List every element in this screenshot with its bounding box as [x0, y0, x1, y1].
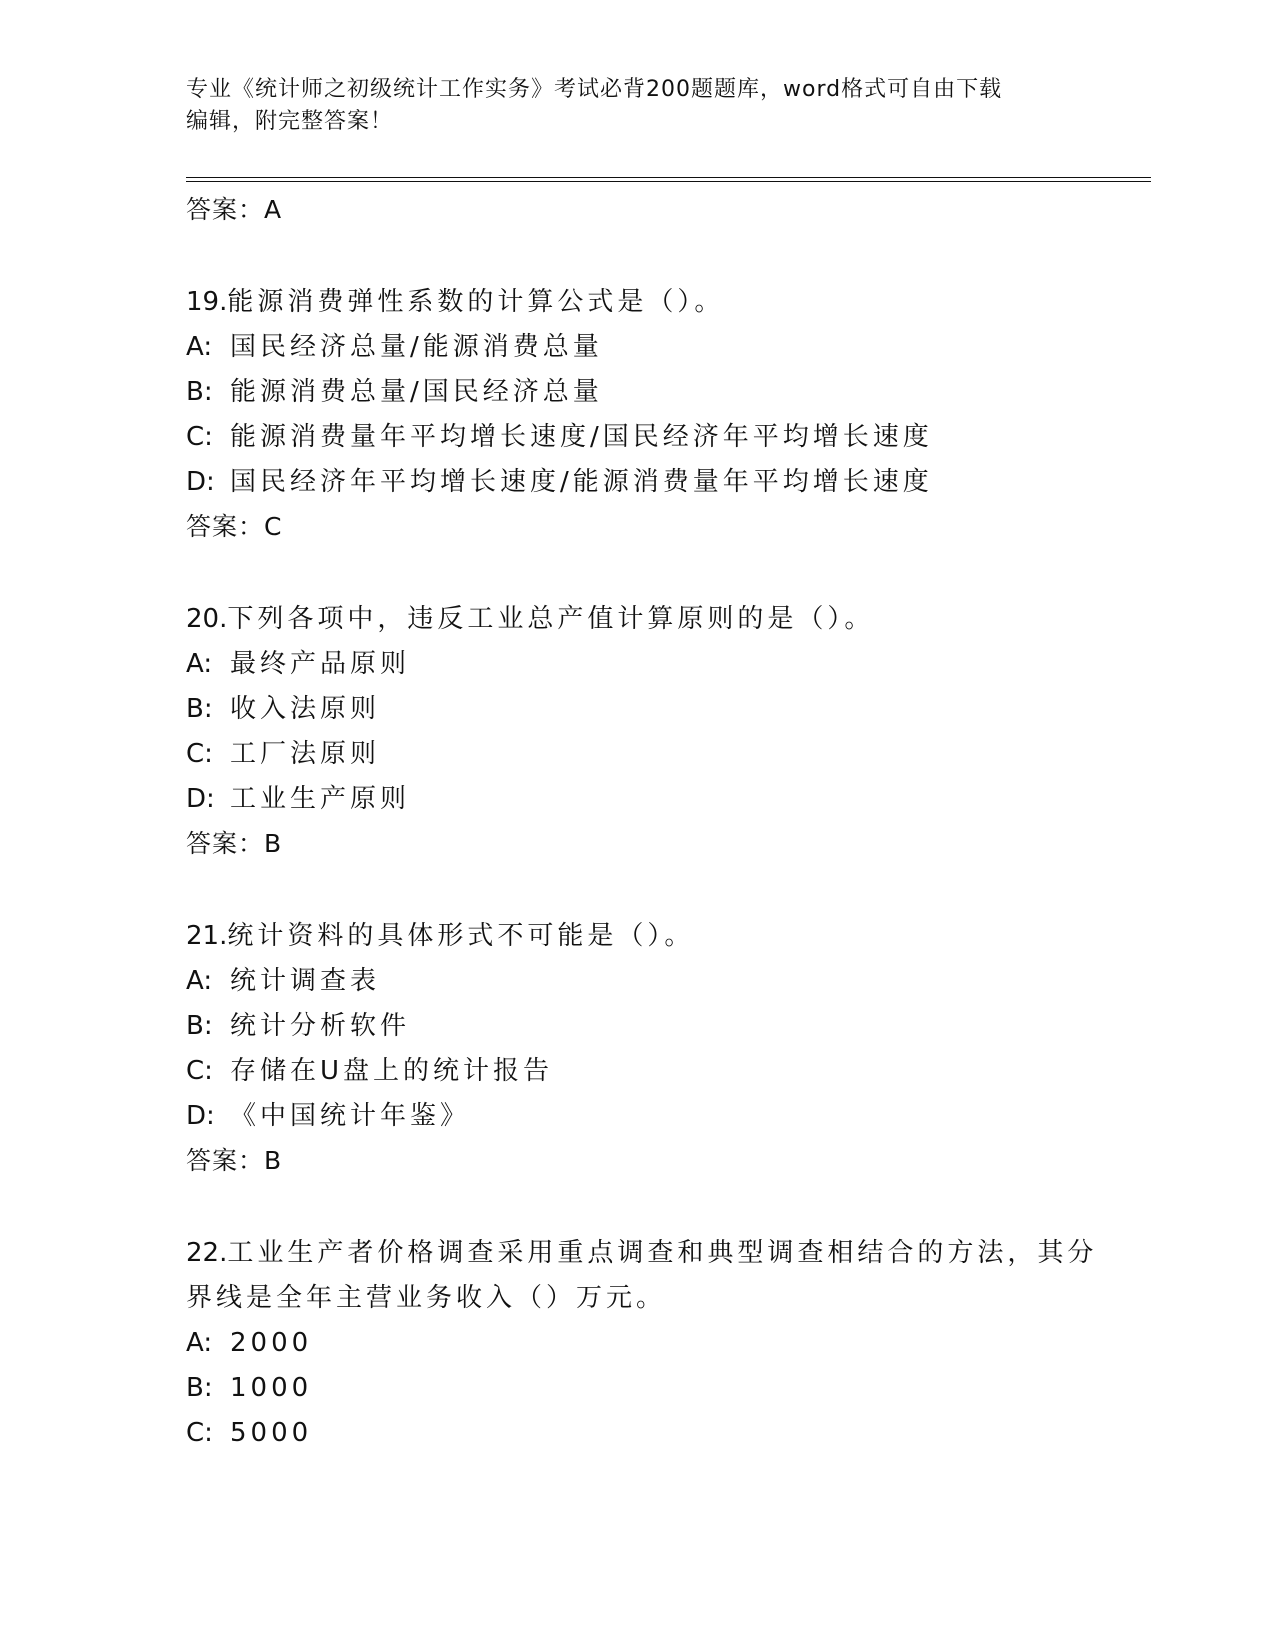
option-a [186, 959, 1151, 1004]
option-text: 统计分析软件 [230, 1011, 411, 1041]
option-letter: A: [186, 1328, 213, 1358]
document-header [186, 74, 1086, 138]
option-letter: B: [186, 1011, 213, 1041]
option-text: 存储在U盘上的统计报告 [230, 1056, 554, 1086]
question-19 [186, 280, 1151, 549]
option-text: 能源消费量年平均增长速度/国民经济年平均增长速度 [230, 422, 933, 452]
option-b [186, 687, 1151, 732]
option-letter: C: [186, 422, 213, 452]
question-text: 工业生产者价格调查采用重点调查和典型调查相结合的方法，其分 [227, 1238, 1098, 1268]
option-letter: B: [186, 377, 213, 407]
question-stem [186, 597, 1151, 642]
option-text: 工厂法原则 [230, 739, 381, 769]
question-22 [186, 1231, 1151, 1456]
option-text: 工业生产原则 [230, 784, 411, 814]
option-a [186, 325, 1151, 370]
option-b [186, 1366, 1151, 1411]
option-text: 国民经济总量/能源消费总量 [230, 332, 603, 362]
option-letter: A: [186, 649, 213, 679]
question-number: 22. [186, 1238, 228, 1268]
question-stem-continued: 界线是全年主营业务收入（）万元。 [186, 1283, 667, 1313]
question-text: 统计资料的具体形式不可能是（）。 [227, 921, 695, 951]
option-letter: C: [186, 1418, 213, 1448]
option-text: 国民经济年平均增长速度/能源消费量年平均增长速度 [230, 467, 933, 497]
option-letter: D: [186, 1101, 215, 1131]
option-a [186, 642, 1151, 687]
option-text: 最终产品原则 [230, 649, 411, 679]
option-d [186, 777, 1151, 822]
option-text: 2000 [230, 1328, 313, 1358]
question-stem [186, 1231, 1151, 1276]
option-text: 统计调查表 [230, 966, 381, 996]
option-d [186, 1094, 1151, 1139]
answer-20: 答案：B [186, 829, 283, 858]
header-title-line-1: 专业《统计师之初级统计工作实务》考试必背200题题库，word格式可自由下载 [186, 77, 1003, 102]
option-a [186, 1321, 1151, 1366]
option-letter: C: [186, 739, 213, 769]
question-number: 20. [186, 604, 228, 634]
option-letter: D: [186, 467, 215, 497]
option-c [186, 415, 1151, 460]
question-stem [186, 280, 1151, 325]
option-c [186, 1411, 1151, 1456]
answer-previous: 答案：A [186, 195, 283, 224]
question-20 [186, 597, 1151, 866]
option-text: 能源消费总量/国民经济总量 [230, 377, 603, 407]
option-text: 5000 [230, 1418, 313, 1448]
option-c [186, 732, 1151, 777]
document-body [186, 188, 1151, 1456]
option-b [186, 1004, 1151, 1049]
question-stem [186, 914, 1151, 959]
answer-21: 答案：B [186, 1146, 283, 1175]
question-text: 下列各项中，违反工业总产值计算原则的是（）。 [227, 604, 875, 634]
option-letter: A: [186, 332, 213, 362]
option-letter: B: [186, 694, 213, 724]
option-b [186, 370, 1151, 415]
question-number: 19. [186, 287, 228, 317]
header-title-line-2: 编辑，附完整答案！ [186, 109, 394, 134]
question-text: 能源消费弹性系数的计算公式是（）。 [227, 287, 725, 317]
question-21 [186, 914, 1151, 1183]
option-text: 收入法原则 [230, 694, 381, 724]
option-d [186, 460, 1151, 505]
question-number: 21. [186, 921, 228, 951]
option-c [186, 1049, 1151, 1094]
option-letter: D: [186, 784, 215, 814]
option-text: 《中国统计年鉴》 [230, 1101, 471, 1131]
header-divider [186, 177, 1151, 182]
option-text: 1000 [230, 1373, 313, 1403]
option-letter: A: [186, 966, 213, 996]
option-letter: C: [186, 1056, 213, 1086]
option-letter: B: [186, 1373, 213, 1403]
answer-19: 答案：C [186, 512, 283, 541]
